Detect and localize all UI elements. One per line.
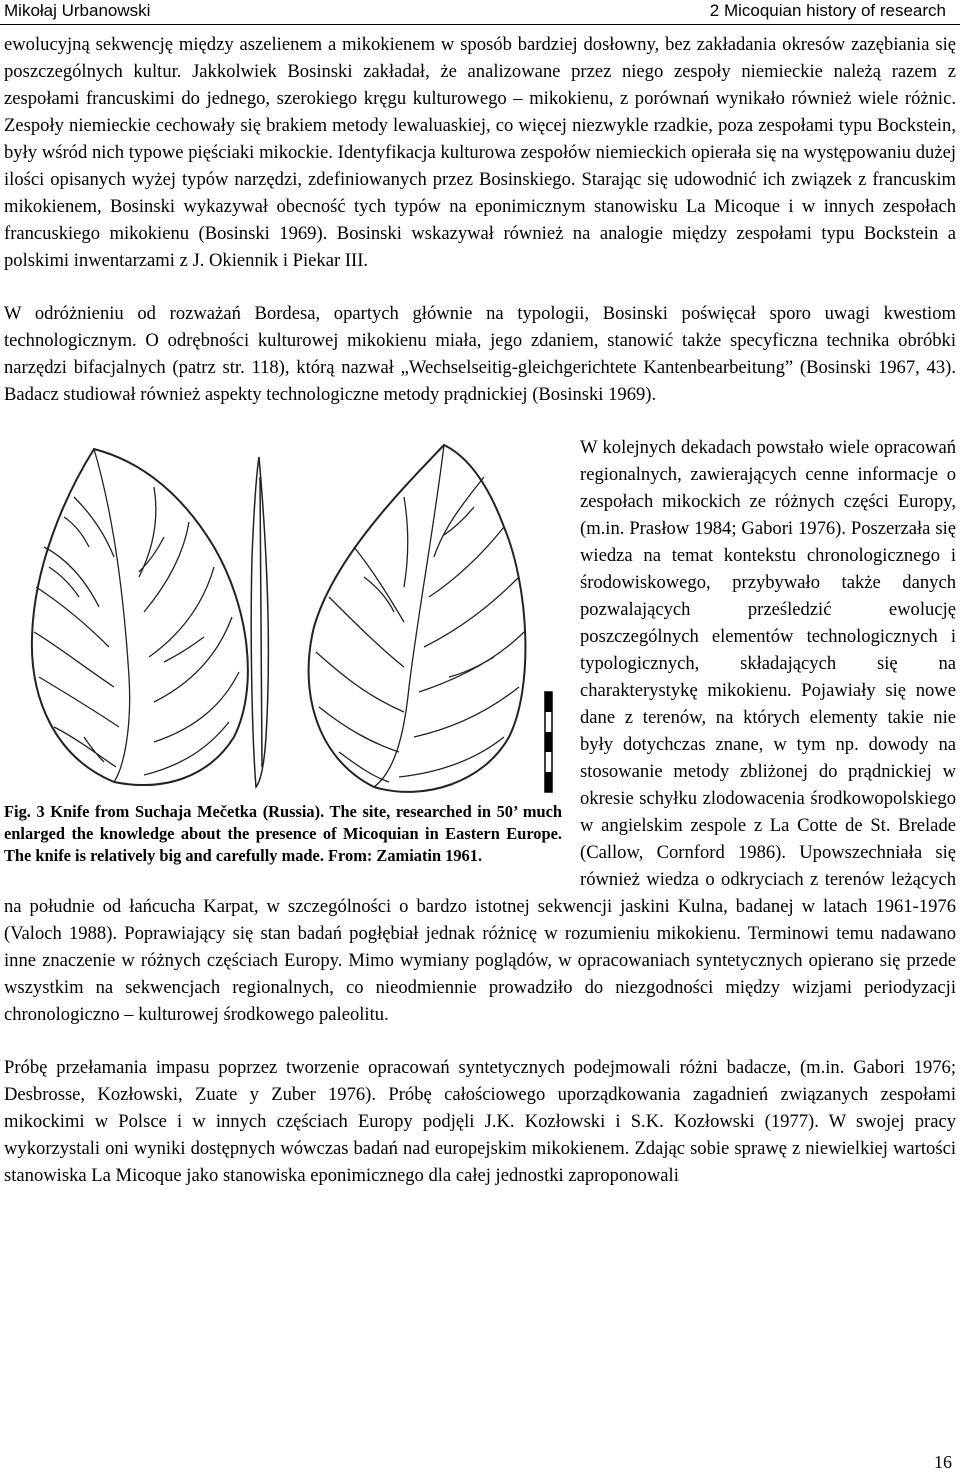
- paragraph-4: Próbę przełamania impasu poprzez tworzenie opracowań syntetycznych podejmowali różni badacze, (m.in. Gabori 1976; Desbrosse, Kozłowski, Zuate y Zuber 1976). Próbę całościowego uporządkowania zagadnień związanych zespołami mikockimi w Polsce i w innych częściach Europy podjęli J.K. Kozłowski i S.K. Kozłowski (1977). W swojej pracy wykorzystali oni wyniki dostępnych wówczas badań nad europejskim mikokienem. Zdając sobie sprawę z niewielkiej wartości stanowiska La Micoque jako stanowiska eponimicznego dla całej jednostki zaproponowali: [4, 1057, 956, 1186]
- paragraph-3: W kolejnych dekadach powstało wiele opracowań regionalnych, zawierających cenne informacje o zespołach mikockich ze różnych części Europy, (m.in. Prasłow 1984; Gabori 1976). Poszerzała się wiedza na temat kontekstu chronologicznego i środowiskowego, przybywało także danych pozwalających prześledzić ewolucję poszczególnych elementów technologicznych i typologicznych, składających się na charakterystykę mikokienu. Pojawiały się nowe dane z terenów, na których elementy takie nie były dotychczas znane, w tym np. dowody na stosowanie metody zbliżonej do prądnickiej w okresie schyłku zlodowacenia środkowopolskiego w angielskim zespole z La Cotte de St. Brelade (Callow, Cornford 1986). Upowszechniała się również wiedza o odkryciach z terenów leżących na południe od łańcucha Karpat, w szczególności o bardzo istotnej sekwencji jaskini Kulna, badanej w latach 1961-1976 (Valoch 1988). Poprawiający się stan badań pogłębiał jednak różnicę w rozumieniu mikokienu. Terminowi temu nadawano inne znaczenie w różnych częściach Europy. Mimo wymiany poglądów, w opracowaniach syntetycznych opierano się przede wszystkim na sekwencjach regionalnych, co nieodmiennie prowadziło do niezgodności między wizjami periodyzacji chronologiczno – kulturowej środkowego paleolitu.: [4, 437, 956, 1025]
- body-text: [4, 31, 956, 1189]
- knife-right-view: [309, 445, 526, 792]
- header-author: Mikołaj Urbanowski: [4, 1, 151, 20]
- running-header: [0, 0, 960, 25]
- knife-drawing-illustration: [4, 437, 562, 797]
- scale-bar: [545, 692, 552, 792]
- paragraph-1: ewolucyjną sekwencję między aszelienem a mikokienem w sposób bardziej dosłowny, bez zakładania okresów zazębiania się poszczególnych kultur. Jakkolwiek Bosinski zakładał, że analizowane przez niego zespoły niemieckie należą razem z zespołami francuskimi do jednego, szerokiego kręgu kulturowego – mikokienu, z porównań wynikało również wiele różnic. Zespoły niemieckie cechowały się brakiem metody lewaluaskiej, co więcej niezwykle rzadkie, poza zespołami typu Bockstein, były wśród nich typowe pięściaki mikockie. Identyfikacja kulturowa zespołów niemieckich opierała się na występowaniu dużej ilości opisanych wyżej typów narzędzi, zdefiniowanych przez Bosinskiego. Starając się udowodnić ich związek z francuskim mikokienem, Bosinski wykazywał obecność tych typów na eponimicznym stanowisku La Micoque i w innych zespołach francuskiego mikokienu (Bosinski 1969). Bosinski wskazywał również na analogie między zespołami typu Bockstein a polskimi inwentarzami z J. Okiennik i Piekar III.: [4, 34, 956, 271]
- page-number: 16: [934, 1452, 952, 1472]
- knife-profile-view: [251, 457, 268, 787]
- paragraph-2: W odróżnieniu od rozważań Bordesa, opartych głównie na typologii, Bosinski poświęcał sporo uwagi kwestiom technologicznym. O odrębności kulturowej mikokienu miała, jego zdaniem, stanowić także specyficzna technika obróbki narzędzi bifacjalnych (patrz str. 118), którą nazwał „Wechselseitig-gleichgerichtete Kantenbearbeitung” (Bosinski 1967, 43). Badacz studiował również aspekty technologiczne metody prądnickiej (Bosinski 1969).: [4, 303, 956, 405]
- figure-knife: [4, 437, 562, 889]
- knife-left-view: [32, 449, 248, 785]
- header-chapter-title: 2 Micoquian history of research: [709, 1, 946, 20]
- figure-caption: Fig. 3 Knife from Suchaja Mečetka (Russia). The site, researched in 50’ much enlarged the knowledge about the presence of Micoquian in Eastern Europe. The knife is relatively big and carefully made. From: Zamiatin 1961.: [4, 802, 562, 865]
